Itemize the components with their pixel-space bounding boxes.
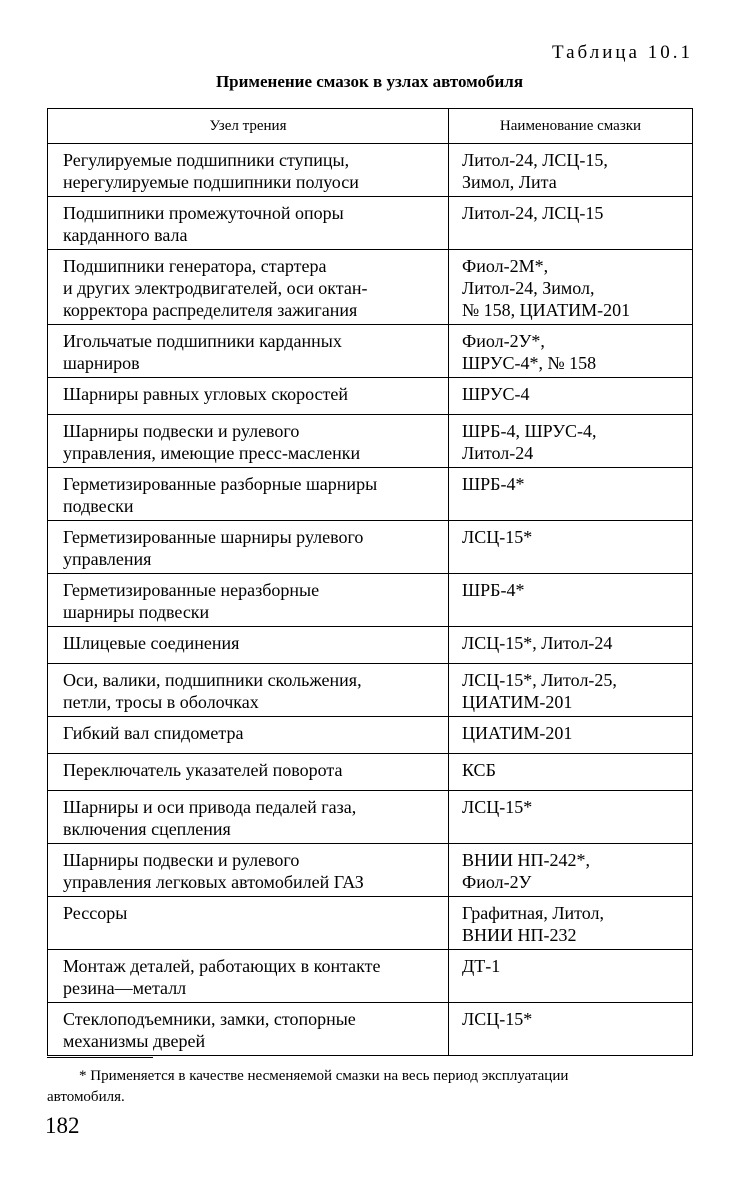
- lubricant-cell: [449, 574, 693, 627]
- lubricant-cell: [449, 197, 693, 250]
- table-row: [48, 791, 693, 844]
- footnote-rule: [47, 1057, 153, 1058]
- unit-cell-line: шарниров: [63, 353, 140, 373]
- lubricant-cell-line: № 158, ЦИАТИМ-201: [462, 300, 631, 320]
- table-row: [48, 468, 693, 521]
- table-row: [48, 250, 693, 325]
- lubricant-cell-line: ЛСЦ-15*, Литол-25,: [462, 670, 617, 690]
- lubricant-cell-line: КСБ: [462, 760, 496, 780]
- lubricant-cell: [449, 950, 693, 1003]
- unit-cell-line: Монтаж деталей, работающих в контакте: [63, 956, 381, 976]
- lubricant-cell-line: Графитная, Литол,: [462, 903, 605, 923]
- unit-cell-line: Шлицевые соединения: [63, 633, 240, 653]
- lubricant-cell: [449, 378, 693, 415]
- footnote-line-1: * Применяется в качестве несменяемой смазки на весь период эксплуатации: [79, 1068, 569, 1084]
- lubricant-cell: [449, 1003, 693, 1056]
- lubricant-cell: [449, 415, 693, 468]
- column-header-lubricant: Наименование смазки: [449, 109, 693, 144]
- lubricant-cell-line: ШРБ-4*: [462, 474, 525, 494]
- footnote-line-2: автомобиля.: [47, 1089, 125, 1105]
- column-header-unit: Узел трения: [48, 109, 449, 144]
- lubricant-cell: [449, 325, 693, 378]
- unit-cell-line: включения сцепления: [63, 819, 231, 839]
- lubricant-cell-line: ЦИАТИМ-201: [462, 723, 573, 743]
- unit-cell: [48, 664, 449, 717]
- unit-cell-line: Подшипники промежуточной опоры: [63, 203, 344, 223]
- table-row: [48, 144, 693, 197]
- unit-cell: [48, 415, 449, 468]
- lubricant-cell-line: Зимол, Лита: [462, 172, 557, 192]
- unit-cell-line: шарниры подвески: [63, 602, 210, 622]
- lubricant-cell: [449, 144, 693, 197]
- lubricant-cell-line: ШРУС-4*, № 158: [462, 353, 597, 373]
- unit-cell: [48, 1003, 449, 1056]
- lubricant-cell-line: ШРБ-4*: [462, 580, 525, 600]
- unit-cell: [48, 754, 449, 791]
- unit-cell-line: Оси, валики, подшипники скольжения,: [63, 670, 362, 690]
- unit-cell-line: подвески: [63, 496, 134, 516]
- unit-cell-line: Шарниры и оси привода педалей газа,: [63, 797, 357, 817]
- unit-cell-line: Герметизированные неразборные: [63, 580, 320, 600]
- lubricant-cell-line: Литол-24, ЛСЦ-15: [462, 203, 604, 223]
- unit-cell-line: Шарниры подвески и рулевого: [63, 421, 300, 441]
- table-row: [48, 897, 693, 950]
- lubricant-table: [47, 108, 693, 1056]
- lubricant-cell: [449, 250, 693, 325]
- unit-cell-line: Шарниры равных угловых скоростей: [63, 384, 349, 404]
- table-row: [48, 197, 693, 250]
- table-row: [48, 415, 693, 468]
- lubricant-cell-line: ЛСЦ-15*: [462, 527, 533, 547]
- unit-cell: [48, 325, 449, 378]
- lubricant-cell-line: ДТ-1: [462, 956, 501, 976]
- unit-cell-line: механизмы дверей: [63, 1031, 206, 1051]
- unit-cell: [48, 627, 449, 664]
- unit-cell-line: и других электродвигателей, оси октан-: [63, 278, 368, 298]
- table-body: [48, 144, 693, 1056]
- unit-cell-line: Стеклоподъемники, замки, стопорные: [63, 1009, 356, 1029]
- lubricant-cell-line: ВНИИ НП-232: [462, 925, 577, 945]
- unit-cell-line: Рессоры: [63, 903, 128, 923]
- unit-cell-line: Герметизированные шарниры рулевого: [63, 527, 364, 547]
- unit-cell-line: Регулируемые подшипники ступицы,: [63, 150, 350, 170]
- lubricant-cell-line: Литол-24, ЛСЦ-15,: [462, 150, 608, 170]
- table-row: [48, 717, 693, 754]
- footnote: [47, 1066, 695, 1108]
- lubricant-cell-line: ЛСЦ-15*: [462, 797, 533, 817]
- table-row: [48, 1003, 693, 1056]
- table-row: [48, 950, 693, 1003]
- unit-cell: [48, 844, 449, 897]
- unit-cell: [48, 521, 449, 574]
- lubricant-cell: [449, 897, 693, 950]
- table-row: [48, 574, 693, 627]
- lubricant-cell-line: Литол-24: [462, 443, 534, 463]
- table-number: Таблица 10.1: [551, 42, 693, 63]
- unit-cell: [48, 197, 449, 250]
- unit-cell-line: управления: [63, 549, 152, 569]
- lubricant-cell-line: ЦИАТИМ-201: [462, 692, 573, 712]
- unit-cell-line: управления, имеющие пресс-масленки: [63, 443, 361, 463]
- lubricant-cell: [449, 844, 693, 897]
- unit-cell-line: корректора распределителя зажигания: [63, 300, 358, 320]
- unit-cell-line: карданного вала: [63, 225, 188, 245]
- unit-cell-line: Переключатель указателей поворота: [63, 760, 343, 780]
- lubricant-cell: [449, 754, 693, 791]
- lubricant-cell-line: ЛСЦ-15*, Литол-24: [462, 633, 613, 653]
- lubricant-cell: [449, 627, 693, 664]
- lubricant-cell-line: ШРБ-4, ШРУС-4,: [462, 421, 597, 441]
- lubricant-cell-line: Фиол-2У*,: [462, 331, 545, 351]
- lubricant-cell-line: ШРУС-4: [462, 384, 530, 404]
- table-row: [48, 754, 693, 791]
- lubricant-cell: [449, 791, 693, 844]
- unit-cell-line: Шарниры подвески и рулевого: [63, 850, 300, 870]
- lubricant-cell-line: ЛСЦ-15*: [462, 1009, 533, 1029]
- lubricant-cell: [449, 521, 693, 574]
- unit-cell-line: петли, тросы в оболочках: [63, 692, 259, 712]
- page-number: 182: [45, 1113, 80, 1138]
- table-row: [48, 521, 693, 574]
- lubricant-cell-line: Литол-24, Зимол,: [462, 278, 595, 298]
- unit-cell: [48, 378, 449, 415]
- lubricant-cell-line: Фиол-2М*,: [462, 256, 549, 276]
- table-title: Применение смазок в узлах автомобиля: [215, 72, 524, 91]
- unit-cell: [48, 468, 449, 521]
- unit-cell-line: Подшипники генератора, стартера: [63, 256, 327, 276]
- unit-cell: [48, 717, 449, 754]
- lubricant-cell-line: Фиол-2У: [462, 872, 532, 892]
- table-row: [48, 844, 693, 897]
- unit-cell: [48, 250, 449, 325]
- unit-cell: [48, 574, 449, 627]
- unit-cell-line: резина—металл: [63, 978, 187, 998]
- lubricant-cell: [449, 664, 693, 717]
- table-header-row: [48, 109, 693, 144]
- unit-cell: [48, 791, 449, 844]
- table-row: [48, 664, 693, 717]
- table-row: [48, 325, 693, 378]
- unit-cell: [48, 950, 449, 1003]
- unit-cell-line: Гибкий вал спидометра: [63, 723, 244, 743]
- unit-cell: [48, 144, 449, 197]
- table-row: [48, 627, 693, 664]
- unit-cell-line: управления легковых автомобилей ГАЗ: [63, 872, 364, 892]
- table-row: [48, 378, 693, 415]
- lubricant-cell-line: ВНИИ НП-242*,: [462, 850, 590, 870]
- unit-cell-line: нерегулируемые подшипники полуоси: [63, 172, 359, 192]
- unit-cell: [48, 897, 449, 950]
- unit-cell-line: Герметизированные разборные шарниры: [63, 474, 378, 494]
- unit-cell-line: Игольчатые подшипники карданных: [63, 331, 342, 351]
- lubricant-cell: [449, 468, 693, 521]
- lubricant-cell: [449, 717, 693, 754]
